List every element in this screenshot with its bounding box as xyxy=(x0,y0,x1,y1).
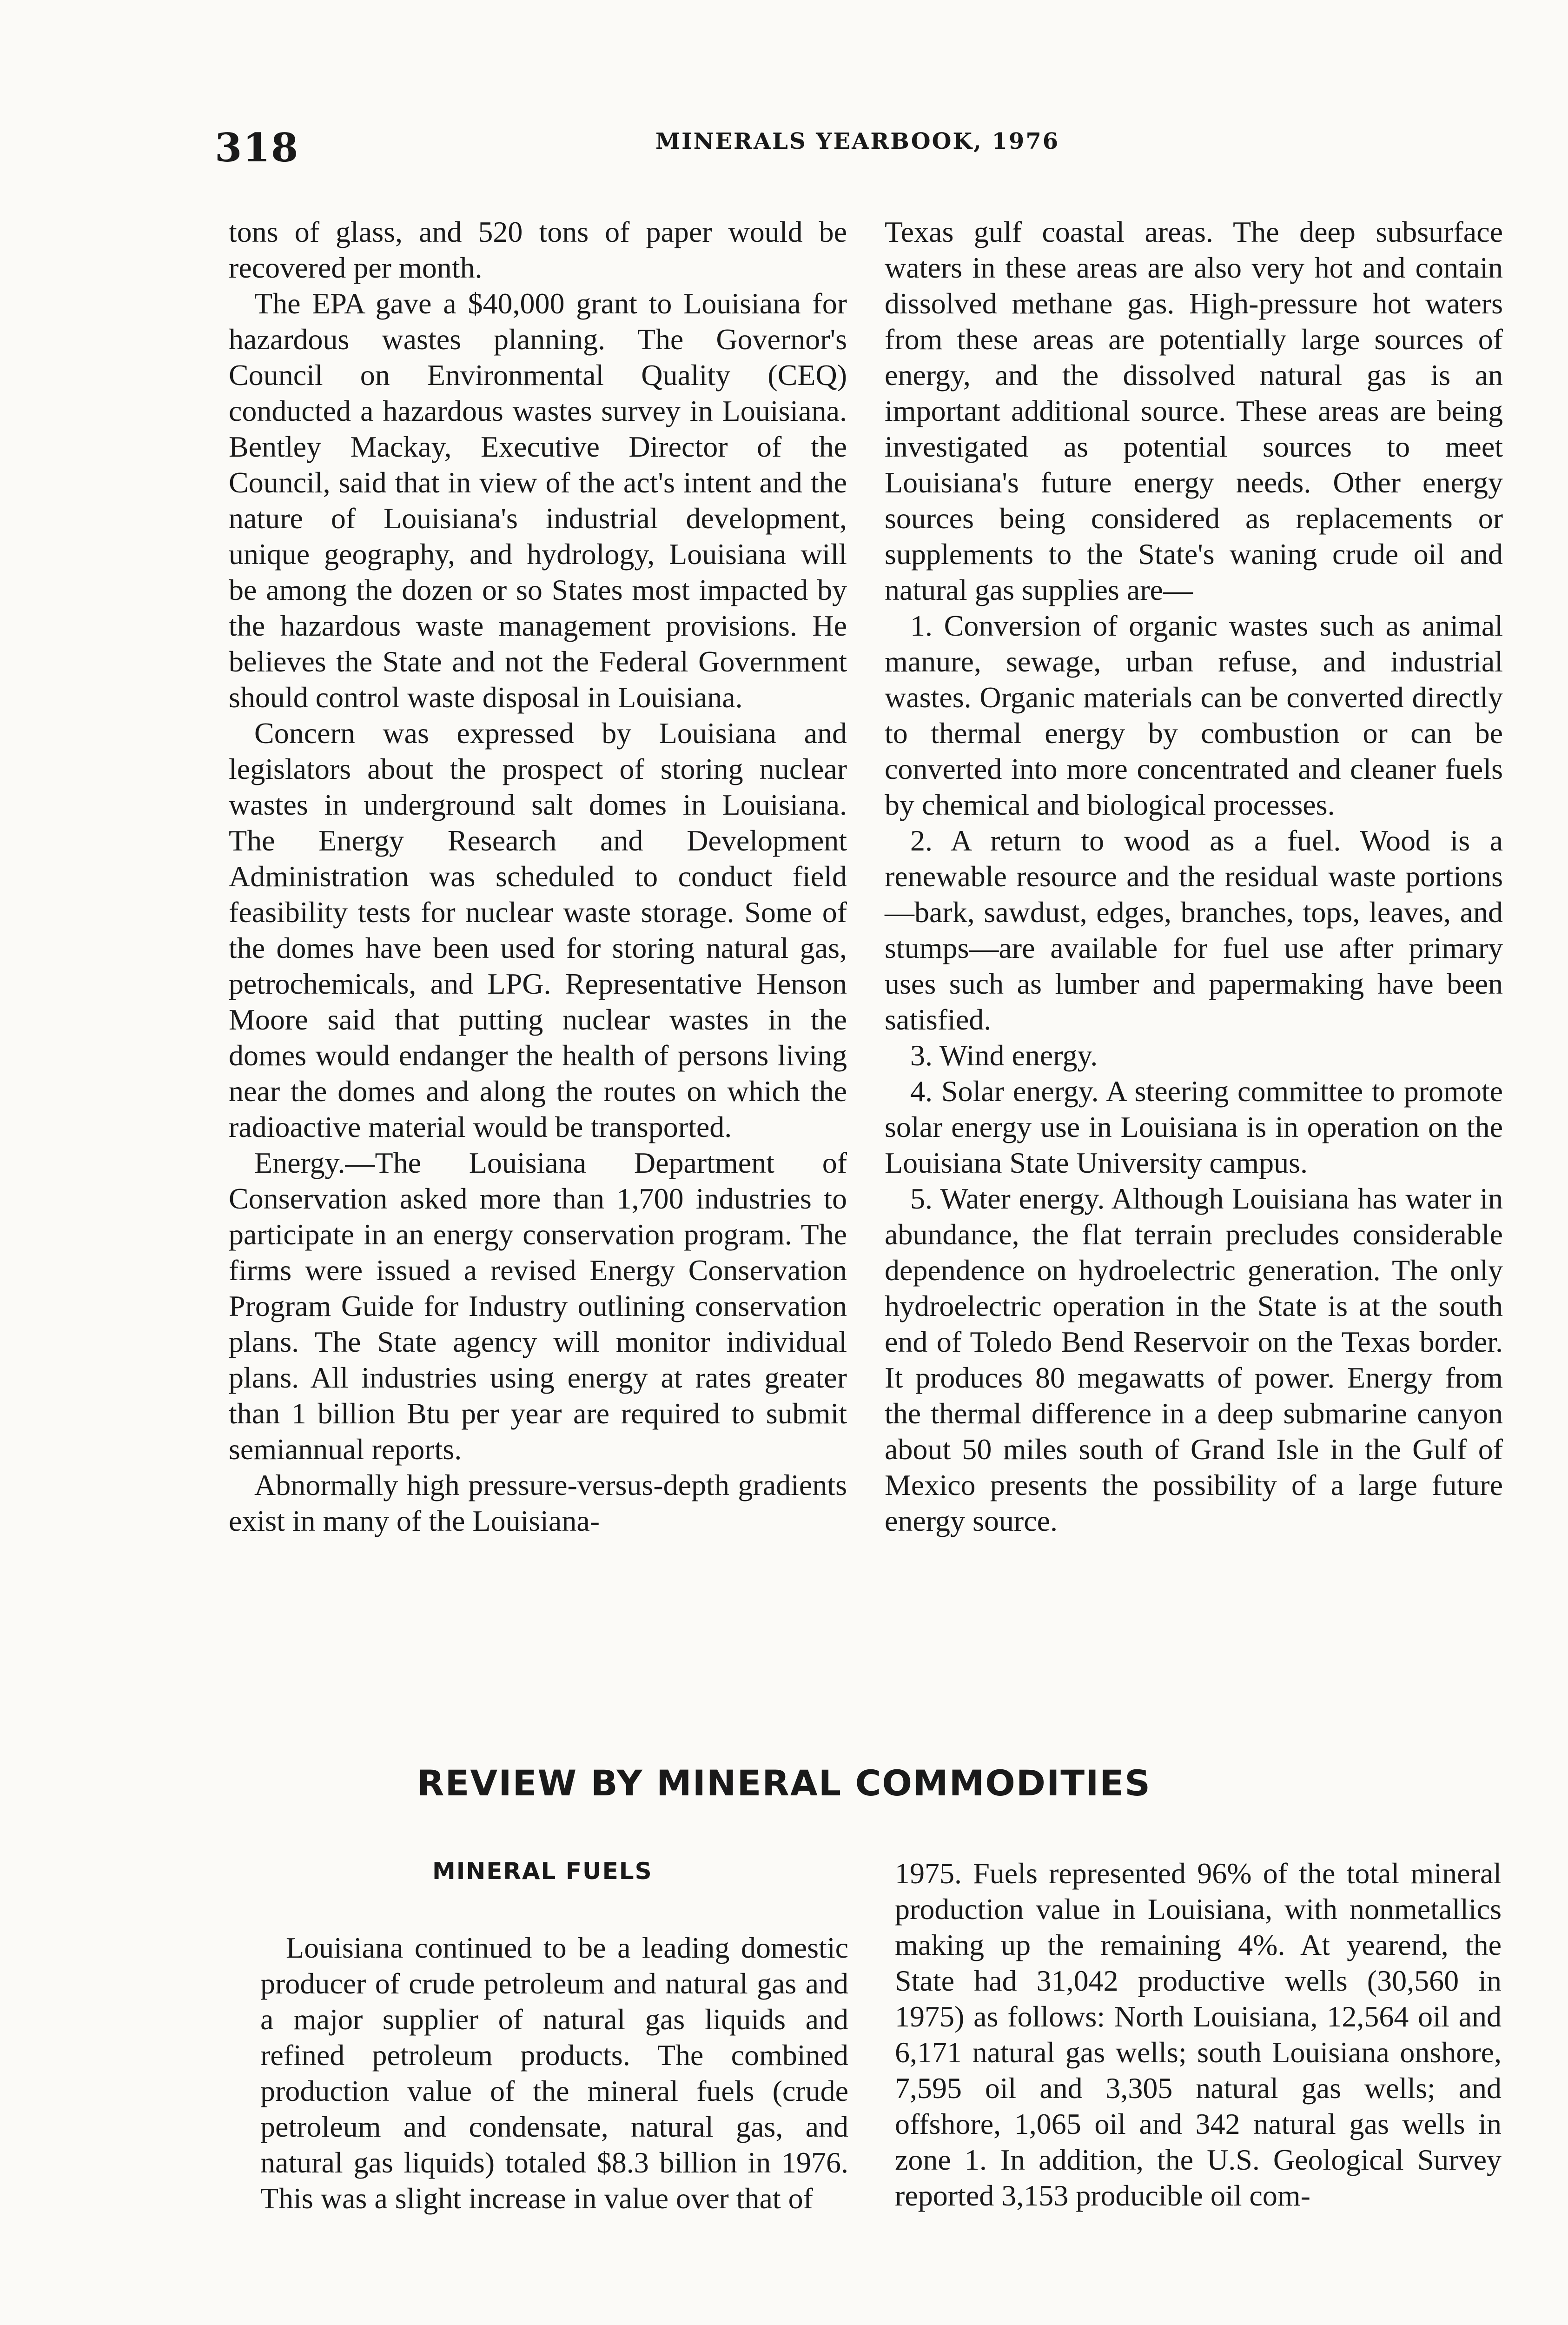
paragraph: The EPA gave a $40,000 grant to Louisiana for hazardous wastes planning. The Governor's Council on Environmental Quality (CEQ) conducted a hazardous wastes survey in Louisiana. Bentley Mackay, Executive Director of the Council, said that in view of the act's intent and the nature of Louisiana's industrial development, unique geography, and hydrology, Louisiana will be among the dozen or so States most impacted by the hazardous waste management provisions. He believes the State and not the Federal Government should control waste disposal in Louisiana. xyxy=(229,287,847,714)
list-item: 3. Wind energy. xyxy=(910,1039,1098,1072)
upper-left-column xyxy=(229,214,847,1539)
lower-right-column xyxy=(895,1855,1502,2213)
list-item: 4. Solar energy. A steering committee to promote solar energy use in Louisiana is in operation on the Louisiana State University campus. xyxy=(885,1075,1503,1179)
paragraph: Louisiana continued to be a leading domestic producer of crude petroleum and natural gas and a major supplier of natural gas liquids and refined petroleum products. The combined production value of the mineral fuels (crude petroleum and condensate, natural gas, and natural gas liquids) totaled $8.3 billion in 1976. This was a slight increase in value over that of xyxy=(260,1931,848,2215)
paragraph: tons of glass, and 520 tons of paper would be recovered per month. xyxy=(229,215,847,284)
section-title: REVIEW BY MINERAL COMMODITIES xyxy=(417,1762,1151,1804)
paragraph: Concern was expressed by Louisiana and legislators about the prospect of storing nuclear wastes in underground salt domes in Louisiana. The Energy Research and Development Administration was scheduled to conduct field feasibility tests for nuclear waste storage. Some of the domes have been used for storing natural gas, petrochemicals, and LPG. Representative Henson Moore said that putting nuclear wastes in the domes would endanger the health of persons living near the domes and along the routes on which the radioactive material would be transported. xyxy=(229,717,847,1143)
paragraph: Energy.—The Louisiana Department of Conservation asked more than 1,700 industries to participate in an energy conservation program. The firms were issued a revised Energy Conservation Program Guide for Industry outlining conservation plans. The State agency will monitor individual plans. All industries using energy at rates greater than 1 billion Btu per year are required to submit semiannual reports. xyxy=(229,1146,847,1466)
list-item: 1. Conversion of organic wastes such as animal manure, sewage, urban refuse, and industrial wastes. Organic materials can be converted directly to thermal energy by combustion or can be converted into more concentrated and cleaner fuels by chemical and biological processes. xyxy=(885,609,1503,821)
upper-right-column xyxy=(885,214,1503,1539)
list-item: 2. A return to wood as a fuel. Wood is a renewable resource and the residual waste portions—bark, sawdust, edges, branches, tops, leaves, and stumps—are available for fuel use after primary uses such as lumber and papermaking have been satisfied. xyxy=(885,824,1503,1036)
page-number: 318 xyxy=(215,125,299,171)
lower-left-column xyxy=(260,1930,848,2216)
list-item: 5. Water energy. Although Louisiana has water in abundance, the flat terrain precludes considerable dependence on hydroelectric generation. The only hydroelectric operation in the State is at the south end of Toledo Bend Reservoir on the Texas border. It produces 80 megawatts of power. Energy from the thermal difference in a deep submarine canyon about 50 miles south of Grand Isle in the Gulf of Mexico presents the possibility of a large future energy source. xyxy=(885,1182,1503,1537)
paragraph: Abnormally high pressure-versus-depth gradients exist in many of the Louisiana- xyxy=(229,1468,847,1537)
running-head: MINERALS YEARBOOK, 1976 xyxy=(655,128,1060,154)
paragraph: Texas gulf coastal areas. The deep subsurface waters in these areas are also very hot and contain dissolved methane gas. High-pressure hot waters from these areas are potentially large sources of energy, and the dissolved natural gas is an important additional source. These areas are being investigated as potential sources to meet Louisiana's future energy needs. Other energy sources being considered as replacements or supplements to the State's waning crude oil and natural gas supplies are— xyxy=(885,215,1503,606)
subsection-title: MINERAL FUELS xyxy=(432,1858,653,1885)
paragraph: 1975. Fuels represented 96% of the total mineral production value in Louisiana, with nonmetallics making up the remaining 4%. At yearend, the State had 31,042 productive wells (30,560 in 1975) as follows: North Louisiana, 12,564 oil and 6,171 natural gas wells; south Louisiana onshore, 7,595 oil and 3,305 natural gas wells; and offshore, 1,065 oil and 342 natural gas wells in zone 1. In addition, the U.S. Geological Survey reported 3,153 producible oil com- xyxy=(895,1857,1502,2212)
